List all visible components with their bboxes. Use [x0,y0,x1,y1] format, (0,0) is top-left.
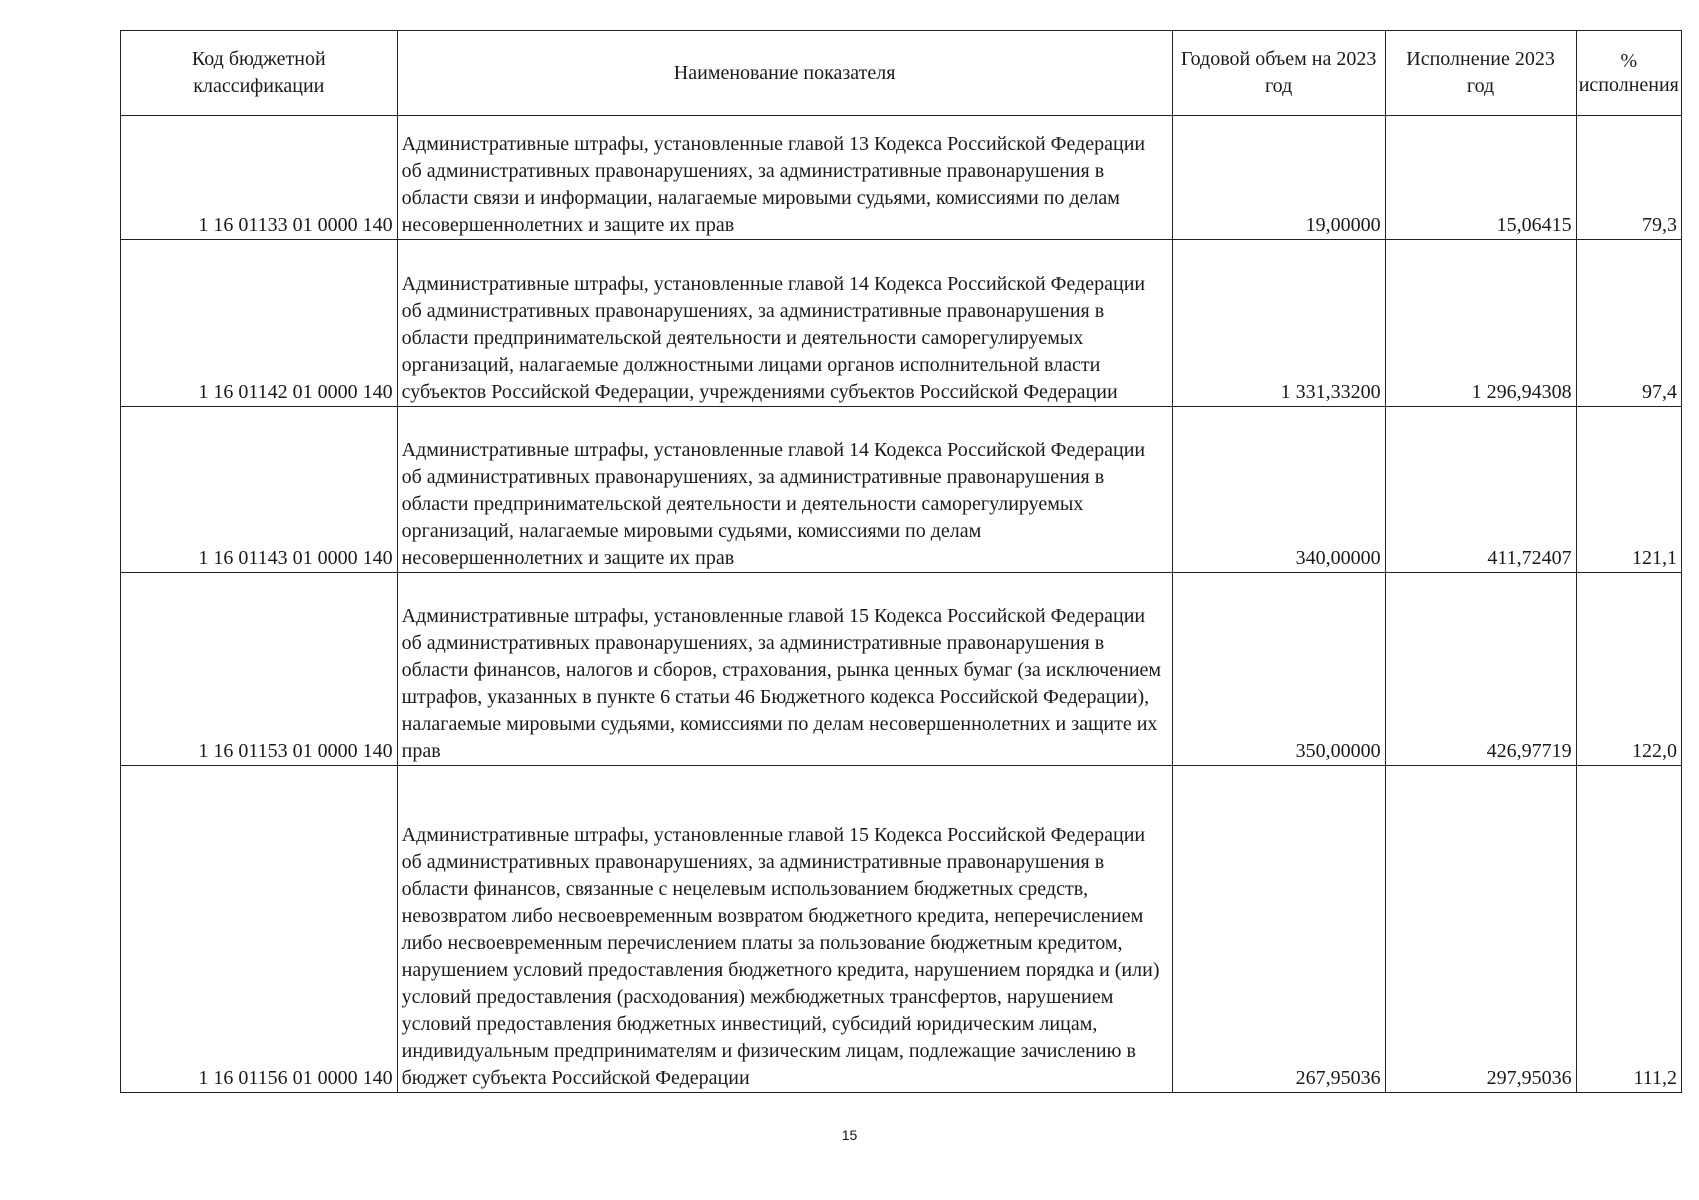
indicator-name-cell: Административные штрафы, установленные главой 14 Кодекса Российской Федерации об административных правонарушениях, за административные правонарушения в области предпринимательской деятельности и деятельности саморегулируемых организаций, налагаемые должностными лицами органов исполнительной власти субъектов Российской Федерации, учреждениями субъектов Российской Федерации [397,240,1172,407]
percent-symbol: % [1620,50,1638,72]
page-number: 15 [841,1127,858,1143]
budget-code-cell: 1 16 01156 01 0000 140 [121,766,398,1093]
budget-code-cell: 1 16 01153 01 0000 140 [121,573,398,766]
indicator-name-cell: Административные штрафы, установленные главой 15 Кодекса Российской Федерации об административных правонарушениях, за административные правонарушения в области финансов, налогов и сборов, страхования, рынка ценных бумаг (за исключением штрафов, указанных в пункте 6 статьи 46 Бюджетного кодекса Российской Федерации), налагаемые мировыми судьями, комиссиями по делам несовершеннолетних и защите их прав [397,573,1172,766]
annual-volume-cell: 267,95036 [1172,766,1385,1093]
table-row [121,766,1682,1093]
annual-volume-cell: 350,00000 [1172,573,1385,766]
indicator-name-cell: Административные штрафы, установленные главой 15 Кодекса Российской Федерации об административных правонарушениях, за административные правонарушения в области финансов, связанные с нецелевым использованием бюджетных средств, невозвратом либо несвоевременным возвратом бюджетного кредита, неперечислением либо несвоевременным перечислением платы за пользование бюджетным кредитом, нарушением условий предоставления бюджетного кредита, нарушением порядка и (или) условий предоставления (расходования) межбюджетных трансфертов, нарушением условий предоставления бюджетных инвестиций, субсидий юридическим лицам, индивидуальным предпринимателям и физическим лицам, подлежащие зачислению в бюджет субъекта Российской Федерации [397,766,1172,1093]
percent-cell: 97,4 [1576,240,1681,407]
execution-cell: 15,06415 [1385,116,1576,240]
execution-cell: 1 296,94308 [1385,240,1576,407]
budget-code-cell: 1 16 01143 01 0000 140 [121,407,398,573]
annual-volume-cell: 1 331,33200 [1172,240,1385,407]
table-row [121,240,1682,407]
indicator-name-cell: Административные штрафы, установленные главой 14 Кодекса Российской Федерации об административных правонарушениях, за административные правонарушения в области предпринимательской деятельности и деятельности саморегулируемых организаций, налагаемые мировыми судьями, комиссиями по делам несовершеннолетних и защите их прав [397,407,1172,573]
budget-code-cell: 1 16 01142 01 0000 140 [121,240,398,407]
header-annual-volume: Годовой объем на 2023 год [1172,31,1385,116]
budget-table [120,30,1682,1093]
budget-code-cell: 1 16 01133 01 0000 140 [121,116,398,240]
execution-cell: 411,72407 [1385,407,1576,573]
table-row [121,407,1682,573]
table-row [121,573,1682,766]
percent-cell: 122,0 [1576,573,1681,766]
execution-cell: 297,95036 [1385,766,1576,1093]
annual-volume-cell: 19,00000 [1172,116,1385,240]
annual-volume-cell: 340,00000 [1172,407,1385,573]
header-execution: Исполнение 2023 год [1385,31,1576,116]
percent-cell: 111,2 [1576,766,1681,1093]
table-row [121,116,1682,240]
percent-cell: 79,3 [1576,116,1681,240]
execution-cell: 426,97719 [1385,573,1576,766]
budget-document [120,30,1682,1093]
header-percent [1576,31,1681,116]
indicator-name-cell: Административные штрафы, установленные главой 13 Кодекса Российской Федерации об административных правонарушениях, за административные правонарушения в области связи и информации, налагаемые мировыми судьями, комиссиями по делам несовершеннолетних и защите их прав [397,116,1172,240]
percent-cell: 121,1 [1576,407,1681,573]
header-code: Код бюджетной классификации [121,31,398,116]
percent-label: исполнения [1578,74,1679,96]
table-header-row [121,31,1682,116]
header-name: Наименование показателя [397,31,1172,116]
